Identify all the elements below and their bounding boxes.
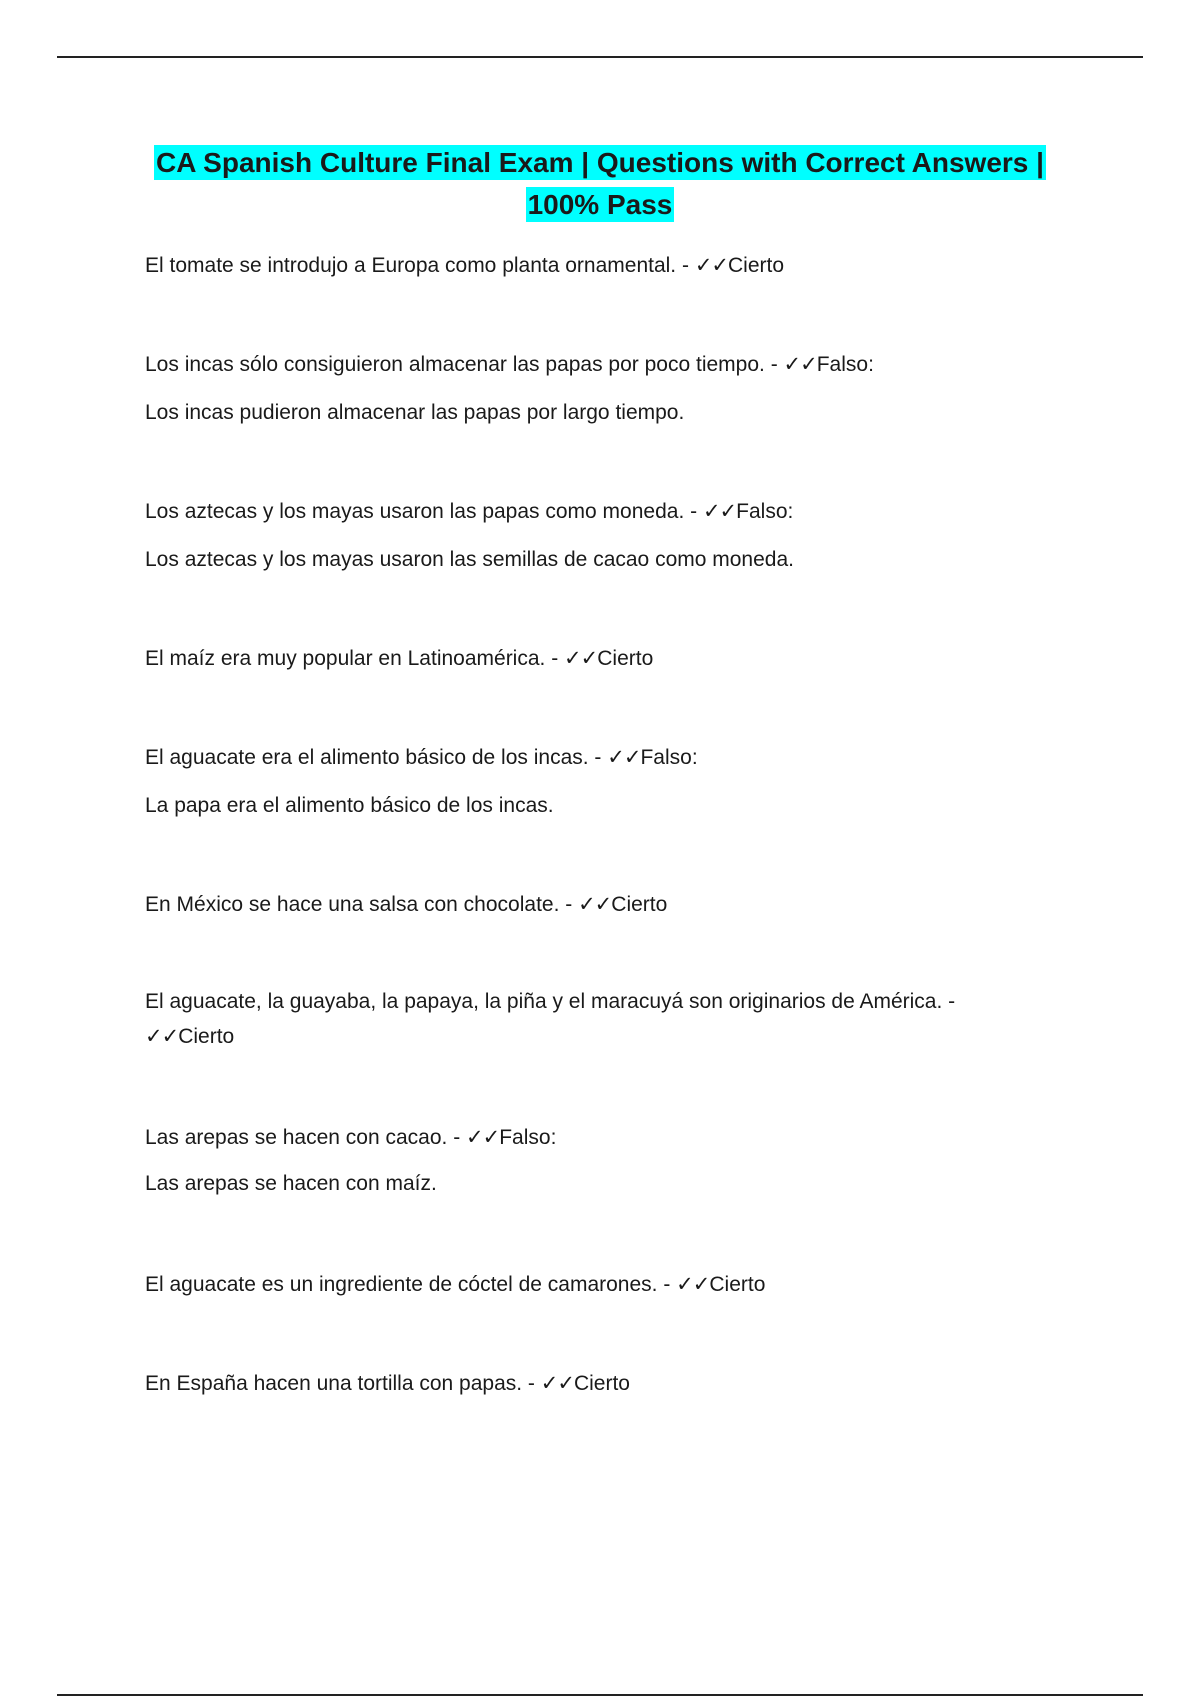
question-line (145, 1120, 1045, 1155)
question-line (145, 1267, 1045, 1302)
question-line (145, 641, 1045, 676)
title-text: CA Spanish Culture Final Exam | Questions with Correct Answers | 100% Pass (156, 147, 1044, 220)
double-check-icon: ✓✓ (540, 1371, 574, 1395)
question-text: El tomate se introdujo a Europa como planta ornamental. - (145, 254, 695, 277)
top-rule (57, 56, 1143, 58)
double-check-icon: ✓✓ (466, 1125, 500, 1149)
answer-text: Cierto (709, 1273, 766, 1296)
question-line (145, 1366, 1045, 1401)
explanation-text: Los incas pudieron almacenar las papas por largo tiempo. (145, 401, 685, 424)
question-text: El maíz era muy popular en Latinoamérica. - (145, 647, 565, 670)
question-text: Los incas sólo consiguieron almacenar las papas por poco tiempo. - (145, 353, 784, 376)
question-text: El aguacate es un ingrediente de cóctel de camarones. - (145, 1273, 677, 1296)
question-text: En España hacen una tortilla con papas. - (145, 1372, 541, 1395)
qa-item-9 (145, 1267, 1045, 1302)
question-line (145, 985, 1045, 1054)
question-text: En México se hace una salsa con chocolate. - (145, 893, 579, 916)
qa-item-4 (145, 641, 1045, 676)
answer-text: Falso: (816, 353, 874, 376)
question-line (145, 494, 1045, 529)
double-check-icon: ✓✓ (564, 646, 598, 670)
double-check-icon: ✓✓ (578, 892, 612, 916)
qa-item-7 (145, 985, 1045, 1054)
question-line (145, 887, 1045, 922)
question-text: El aguacate, la guayaba, la papaya, la piña y el maracuyá son originarios de América. - (145, 990, 956, 1013)
double-check-icon: ✓✓ (783, 352, 817, 376)
answer-text: Cierto (573, 1372, 630, 1395)
explanation-text: Los aztecas y los mayas usaron las semillas de cacao como moneda. (145, 548, 794, 571)
question-text: Los aztecas y los mayas usaron las papas como moneda. - (145, 500, 703, 523)
qa-item-3 (145, 494, 1045, 577)
qa-item-6 (145, 887, 1045, 922)
bottom-rule (57, 1694, 1143, 1696)
qa-item-1 (145, 248, 1045, 283)
double-check-icon: ✓✓ (607, 745, 641, 769)
answer-text: Falso: (736, 500, 794, 523)
explanation-text: La papa era el alimento básico de los incas. (145, 794, 554, 817)
answer-text: Falso: (499, 1126, 557, 1149)
double-check-icon: ✓✓ (145, 1024, 179, 1048)
explanation-text: Las arepas se hacen con maíz. (145, 1172, 437, 1195)
answer-text: Cierto (728, 254, 785, 277)
answer-text: Cierto (597, 647, 654, 670)
question-text: El aguacate era el alimento básico de los incas. - (145, 746, 608, 769)
answer-text: Falso: (640, 746, 698, 769)
qa-item-2 (145, 347, 1045, 430)
answer-text: Cierto (611, 893, 668, 916)
qa-item-10 (145, 1366, 1045, 1401)
document-title (130, 142, 1070, 226)
answer-text: Cierto (178, 1025, 235, 1048)
question-text: Las arepas se hacen con cacao. - (145, 1126, 467, 1149)
double-check-icon: ✓✓ (676, 1272, 710, 1296)
qa-item-5 (145, 740, 1045, 823)
double-check-icon: ✓✓ (702, 499, 737, 523)
question-line (145, 248, 1045, 283)
double-check-icon: ✓✓ (694, 253, 729, 277)
qa-item-8 (145, 1120, 1045, 1201)
question-line (145, 347, 1045, 382)
question-line (145, 740, 1045, 775)
